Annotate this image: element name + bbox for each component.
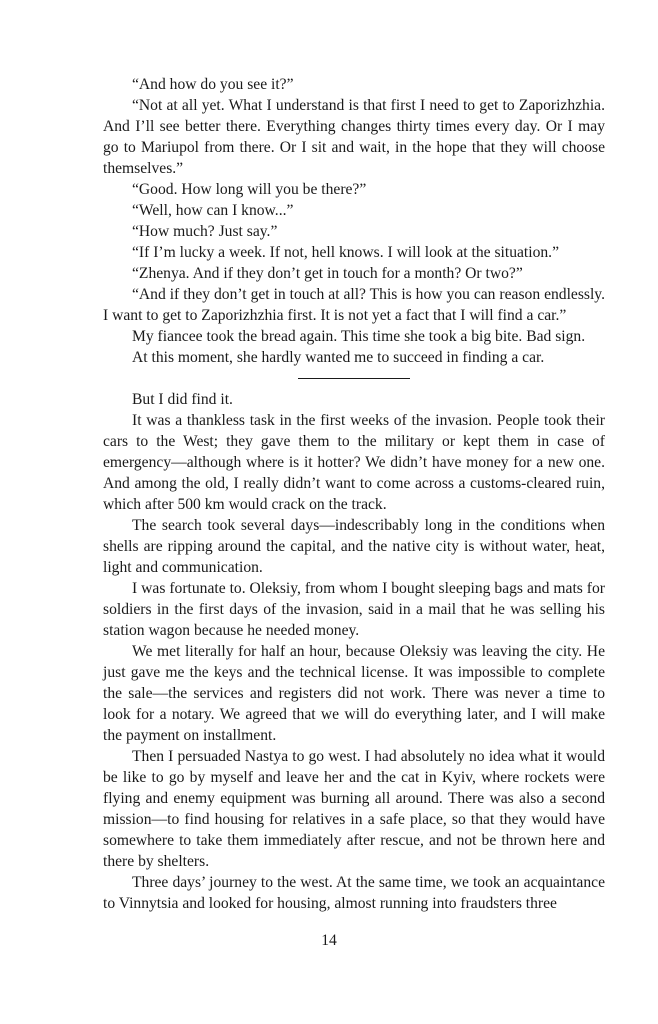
paragraph: But I did find it. bbox=[132, 391, 233, 408]
paragraph: “And how do you see it?” bbox=[132, 76, 294, 93]
paragraph: I was fortunate to. Oleksiy, from whom I bought sleeping bags and mats for soldiers in the first days of the invasion, said in a mail that he was selling his station wagon because he needed money. bbox=[103, 580, 605, 639]
paragraph: It was a thankless task in the first weeks of the invasion. People took their cars to the West; they gave them to the military or kept them in case of emergency—although where is it hotter? We didn’t have money for a new one. And among the old, I really didn’t want to come across a customs-cleared ruin, which after 500 km would crack on the track. bbox=[103, 412, 605, 513]
paragraph: “Good. How long will you be there?” bbox=[132, 181, 367, 198]
paragraph: “Zhenya. And if they don’t get in touch for a month? Or two?” bbox=[132, 265, 523, 282]
paragraph: My fiancee took the bread again. This time she took a big bite. Bad sign. bbox=[132, 328, 586, 345]
paragraph: “And if they don’t get in touch at all? This is how you can reason endlessly. I want to get to Zaporizhzhia first. It is not yet a fact that I will find a car.” bbox=[103, 286, 605, 324]
page-body bbox=[103, 74, 605, 914]
paragraph: Then I persuaded Nastya to go west. I had absolutely no idea what it would be like to go by myself and leave her and the cat in Kyiv, where rockets were flying and enemy equipment was burning all around. There was also a second mission—to find housing for relatives in a safe place, so that they would have somewhere to take them immediately after rescue, and not be thrown here and there by shelters. bbox=[103, 748, 605, 870]
paragraph: The search took several days—indescribably long in the conditions when shells are ripping around the capital, and the native city is without water, heat, light and communication. bbox=[103, 517, 605, 576]
paragraph: At this moment, she hardly wanted me to succeed in finding a car. bbox=[132, 349, 545, 366]
section-divider bbox=[298, 378, 410, 379]
page-number: 14 bbox=[321, 932, 337, 949]
paragraph: “Well, how can I know...” bbox=[132, 202, 294, 219]
paragraph: “If I’m lucky a week. If not, hell knows. I will look at the situation.” bbox=[132, 244, 559, 261]
paragraph: “How much? Just say.” bbox=[132, 223, 278, 240]
paragraph: We met literally for half an hour, because Oleksiy was leaving the city. He just gave me the keys and the technical license. It was impossible to complete the sale—the services and registers did not work. There was never a time to look for a notary. We agreed that we will do everything later, and I will make the payment on installment. bbox=[103, 643, 605, 744]
paragraph: “Not at all yet. What I understand is that first I need to get to Zaporizhzhia. And I’ll see better there. Everything changes thirty times every day. Or I may go to Mariupol from there. Or I sit and wait, in the hope that they will choose themselves.” bbox=[103, 97, 605, 177]
text-block-narrative bbox=[103, 389, 605, 914]
text-block-dialogue bbox=[103, 74, 605, 368]
paragraph: Three days’ journey to the west. At the same time, we took an acquaintance to Vinnytsia and looked for housing, almost running into fraudsters three bbox=[103, 874, 605, 912]
